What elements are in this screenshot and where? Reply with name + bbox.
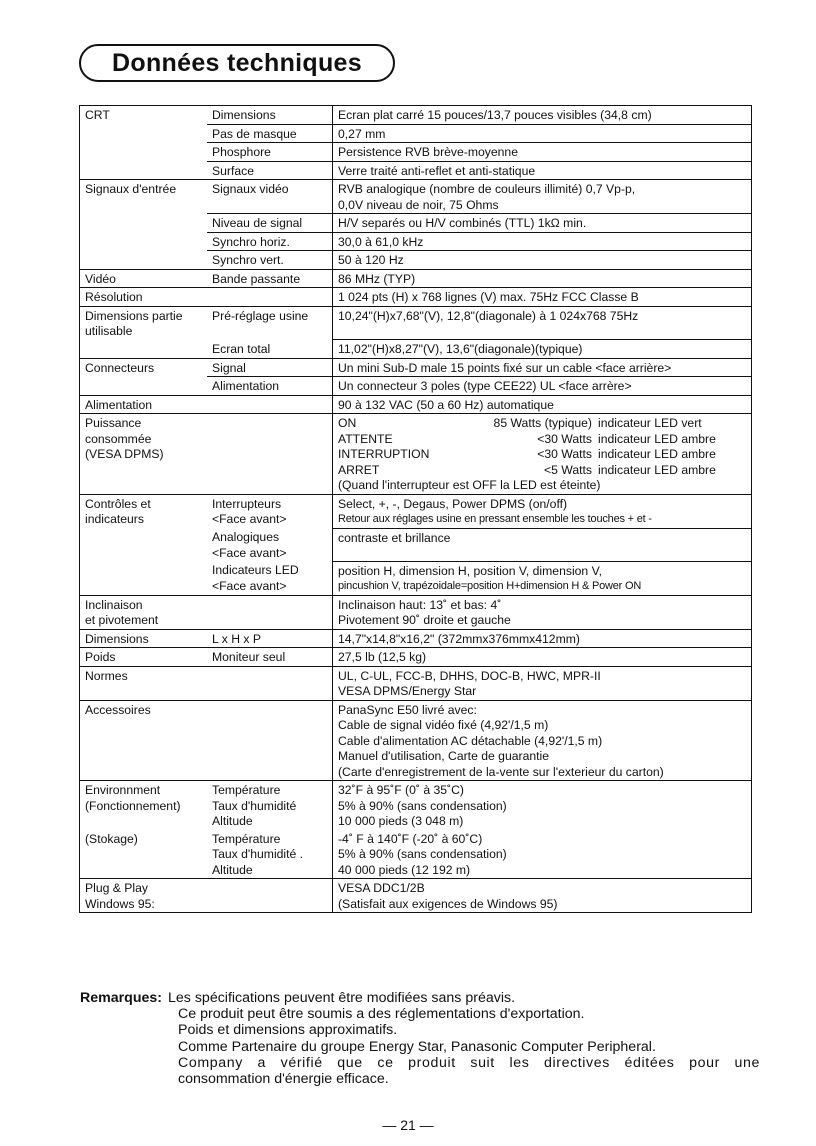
spec-sub: Surface bbox=[207, 161, 333, 180]
page-title: Données techniques bbox=[79, 44, 395, 82]
spec-value-text: pincushion V, trapézoidale=position H+dimension H & Power ON bbox=[338, 580, 642, 592]
spec-label: (Stokage) bbox=[85, 831, 138, 846]
power-mode: ATTENTE bbox=[338, 431, 393, 446]
spec-value-text: 86 MHz (TYP) bbox=[338, 271, 416, 286]
spec-label: Alimentation bbox=[80, 395, 208, 414]
spec-sub: L x H x P bbox=[207, 629, 333, 648]
spec-label bbox=[80, 214, 208, 233]
spec-row bbox=[80, 106, 752, 125]
spec-value bbox=[333, 232, 752, 251]
spec-value-text: Inclinaison haut: 13˚ et bas: 4˚ Pivotement 90˚ droite et gauche bbox=[338, 597, 511, 627]
spec-label: Environnment (Fonctionnement) bbox=[80, 781, 208, 830]
spec-label bbox=[80, 561, 208, 595]
power-mode: ARRET bbox=[338, 462, 380, 477]
spec-label: CRT bbox=[85, 108, 110, 122]
spec-sub: Moniteur seul bbox=[207, 648, 333, 667]
spec-row bbox=[80, 395, 752, 414]
spec-value bbox=[333, 494, 752, 528]
spec-row bbox=[80, 494, 752, 528]
spec-sub: Pré-réglage usine bbox=[207, 306, 333, 340]
spec-value bbox=[333, 395, 752, 414]
spec-label: Signaux d'entrée bbox=[80, 180, 208, 214]
spec-label bbox=[80, 232, 208, 251]
remark-line: consommation d'énergie efficace. bbox=[178, 1071, 389, 1088]
remark-line: Comme Partenaire du groupe Energy Star, Panasonic Computer Peripheral. bbox=[178, 1038, 656, 1055]
spec-label bbox=[80, 143, 208, 162]
spec-row bbox=[80, 214, 752, 233]
spec-value-text: Ecran plat carré 15 pouces/13,7 pouces visibles (34,8 cm) bbox=[338, 108, 652, 122]
remark-line: Poids et dimensions approximatifs. bbox=[178, 1022, 398, 1039]
spec-value-text: 14,7"x14,8"x16,2" (372mmx376mmx412mm) bbox=[338, 631, 580, 646]
remarks-section bbox=[80, 990, 760, 1087]
spec-label bbox=[80, 161, 208, 180]
spec-row bbox=[80, 830, 752, 879]
spec-value-text: 0,27 mm bbox=[338, 126, 386, 141]
spec-label: Contrôles et indicateurs bbox=[80, 494, 208, 528]
spec-sub: Indicateurs LED <Face avant> bbox=[212, 563, 299, 593]
spec-value bbox=[333, 830, 752, 879]
spec-label: Dimensions bbox=[80, 629, 208, 648]
spec-value bbox=[333, 214, 752, 233]
spec-value-text: Select, +, -, Degaus, Power DPMS (on/off) bbox=[338, 496, 568, 511]
spec-value-text: 10,24"(H)x7,68"(V), 12,8"(diagonale) à 1 024x768 75Hz bbox=[338, 308, 639, 323]
spec-sub: Phosphore bbox=[207, 143, 333, 162]
spec-label: Inclinaison et pivotement bbox=[80, 595, 208, 629]
spec-row bbox=[80, 124, 752, 143]
spec-value bbox=[333, 124, 752, 143]
spec-value-text: H/V separés ou H/V combinés (TTL) 1kΩ min. bbox=[338, 216, 587, 230]
spec-value bbox=[333, 666, 752, 700]
spec-label bbox=[80, 340, 208, 359]
spec-value bbox=[333, 306, 752, 340]
spec-label: Normes bbox=[80, 666, 208, 700]
spec-row bbox=[80, 781, 752, 830]
page-number: — 21 — bbox=[382, 1117, 434, 1133]
spec-row bbox=[80, 377, 752, 396]
spec-sub: Signaux vidéo bbox=[207, 180, 333, 214]
spec-row bbox=[80, 358, 752, 377]
spec-value-text: Persistence RVB brève-moyenne bbox=[338, 145, 518, 159]
spec-value bbox=[333, 269, 752, 288]
spec-value bbox=[333, 528, 752, 561]
spec-row bbox=[80, 666, 752, 700]
spec-sub bbox=[207, 595, 333, 629]
spec-value bbox=[333, 879, 752, 913]
spec-value-text: 50 à 120 Hz bbox=[338, 253, 404, 267]
spec-row bbox=[80, 251, 752, 270]
power-mode: ON bbox=[338, 416, 357, 430]
spec-value-text: Un mini Sub-D male 15 points fixé sur un cable <face arrière> bbox=[338, 360, 672, 375]
spec-value-text: 90 à 132 VAC (50 a 60 Hz) automatique bbox=[338, 397, 554, 412]
spec-sub: Synchro vert. bbox=[207, 251, 333, 270]
spec-label: Résolution bbox=[80, 288, 208, 307]
spec-value-text: 30,0 à 61,0 kHz bbox=[338, 234, 424, 249]
spec-value-text: 1 024 pts (H) x 768 lignes (V) max. 75Hz FCC Classe B bbox=[338, 290, 639, 304]
spec-value-text: 32˚F à 95˚F (0˚ à 35˚C) 5% à 90% (sans condensation) 10 000 pieds (3 048 m) bbox=[338, 783, 507, 828]
spec-value-text: position H, dimension H, position V, dimension V, bbox=[338, 563, 602, 578]
spec-sub bbox=[207, 395, 333, 414]
remark-line: Company a vérifié que ce produit suit les directives éditées pour une bbox=[178, 1054, 760, 1071]
spec-row bbox=[80, 269, 752, 288]
power-mode: INTERRUPTION bbox=[338, 447, 430, 461]
spec-value bbox=[333, 251, 752, 270]
power-led: indicateur LED vert bbox=[598, 416, 702, 430]
spec-label: Vidéo bbox=[80, 269, 208, 288]
spec-sub: Signal bbox=[207, 358, 333, 377]
spec-sub bbox=[207, 879, 333, 913]
spec-value bbox=[333, 161, 752, 180]
spec-sub: Bande passante bbox=[207, 269, 333, 288]
spec-value bbox=[333, 106, 752, 125]
power-watts: <30 Watts bbox=[537, 431, 592, 446]
spec-value-text: 27,5 lb (12,5 kg) bbox=[338, 650, 427, 664]
spec-row bbox=[80, 879, 752, 913]
spec-sub: Synchro horiz. bbox=[207, 232, 333, 251]
spec-sub: Interrupteurs <Face avant> bbox=[207, 494, 333, 528]
power-note: (Quand l'interrupteur est OFF la LED est éteinte) bbox=[338, 478, 601, 492]
spec-label bbox=[80, 528, 208, 561]
spec-sub: Niveau de signal bbox=[207, 214, 333, 233]
spec-sub: Analogiques <Face avant> bbox=[212, 530, 287, 560]
power-watts: 85 Watts (typique) bbox=[493, 416, 592, 430]
spec-value-text: Verre traité anti-reflet et anti-statique bbox=[338, 163, 536, 178]
spec-value-text: Un connecteur 3 poles (type CEE22) UL <face arrère> bbox=[338, 379, 632, 393]
spec-value-text: contraste et brillance bbox=[338, 530, 451, 545]
spec-row bbox=[80, 161, 752, 180]
spec-row bbox=[80, 180, 752, 214]
spec-label bbox=[80, 251, 208, 270]
spec-row bbox=[80, 232, 752, 251]
power-led: indicateur LED ambre bbox=[598, 431, 716, 446]
spec-value bbox=[333, 781, 752, 830]
spec-sub bbox=[207, 666, 333, 700]
spec-row bbox=[80, 340, 752, 359]
spec-value bbox=[333, 358, 752, 377]
power-led: indicateur LED ambre bbox=[598, 462, 716, 477]
spec-value bbox=[333, 414, 752, 495]
spec-value-text: Retour aux réglages usine en pressant ensemble les touches + et - bbox=[338, 513, 652, 525]
remarks-label: Remarques: bbox=[80, 990, 163, 1006]
spec-row bbox=[80, 629, 752, 648]
spec-label: Connecteurs bbox=[80, 358, 208, 377]
spec-row bbox=[80, 306, 752, 340]
spec-value-text: VESA DDC1/2B (Satisfait aux exigences de Windows 95) bbox=[338, 881, 558, 911]
spec-value-text: RVB analogique (nombre de couleurs illimité) 0,7 Vp-p, 0,0V niveau de noir, 75 Ohms bbox=[338, 182, 636, 212]
spec-value-text: UL, C-UL, FCC-B, DHHS, DOC-B, HWC, MPR-II VESA DPMS/Energy Star bbox=[338, 668, 601, 698]
spec-sub: Température Taux d'humidité . Altitude bbox=[212, 831, 304, 877]
power-led: indicateur LED ambre bbox=[598, 447, 716, 461]
spec-value bbox=[333, 595, 752, 629]
spec-row bbox=[80, 648, 752, 667]
spec-value bbox=[333, 700, 752, 781]
spec-value-text: PanaSync E50 livré avec: Cable de signal vidéo fixé (4,92'/1,5 m) Cable d'alimentation AC détachable (4,92'/1,5 m) Manuel d'utilisation, Carte de guarantie (Carte d'enregistrement de la-vente sur l'exterieur du carton) bbox=[338, 702, 664, 779]
spec-row bbox=[80, 595, 752, 629]
spec-sub bbox=[207, 414, 333, 495]
spec-value bbox=[333, 143, 752, 162]
spec-label bbox=[80, 124, 208, 143]
spec-label bbox=[80, 377, 208, 396]
spec-label: Puissance consommée (VESA DPMS) bbox=[80, 414, 208, 495]
spec-sub bbox=[207, 700, 333, 781]
spec-row bbox=[80, 288, 752, 307]
spec-sub bbox=[207, 288, 333, 307]
spec-sub: Température Taux d'humidité Altitude bbox=[207, 781, 333, 830]
spec-row bbox=[80, 414, 752, 495]
spec-value bbox=[333, 377, 752, 396]
spec-sub: Dimensions bbox=[212, 108, 276, 122]
spec-value bbox=[333, 180, 752, 214]
spec-row bbox=[80, 700, 752, 781]
spec-row bbox=[80, 143, 752, 162]
remark-line: Ce produit peut être soumis a des réglementations d'exportation. bbox=[178, 1006, 585, 1023]
spec-value bbox=[333, 629, 752, 648]
spec-label: Poids bbox=[80, 648, 208, 667]
power-watts: <5 Watts bbox=[544, 462, 592, 477]
spec-value bbox=[333, 288, 752, 307]
spec-value bbox=[333, 561, 752, 595]
spec-sub: Alimentation bbox=[207, 377, 333, 396]
spec-sub: Pas de masque bbox=[207, 124, 333, 143]
spec-row bbox=[80, 528, 752, 561]
spec-label: Plug & Play Windows 95: bbox=[80, 879, 208, 913]
power-watts: <30 Watts bbox=[537, 447, 592, 461]
spec-value bbox=[333, 340, 752, 359]
spec-label: Accessoires bbox=[80, 700, 208, 781]
spec-sub: Ecran total bbox=[212, 341, 271, 356]
spec-row bbox=[80, 561, 752, 595]
spec-value-text: 11,02"(H)x8,27"(V), 13,6"(diagonale)(typique) bbox=[338, 342, 583, 356]
specs-table bbox=[79, 105, 752, 913]
spec-value-text: -4˚ F à 140˚F (-20˚ à 60˚C) 5% à 90% (sans condensation) 40 000 pieds (12 192 m) bbox=[338, 831, 507, 877]
spec-value bbox=[333, 648, 752, 667]
spec-label: Dimensions partie utilisable bbox=[80, 306, 208, 340]
remark-line: Les spécifications peuvent être modifiées sans préavis. bbox=[168, 990, 516, 1006]
